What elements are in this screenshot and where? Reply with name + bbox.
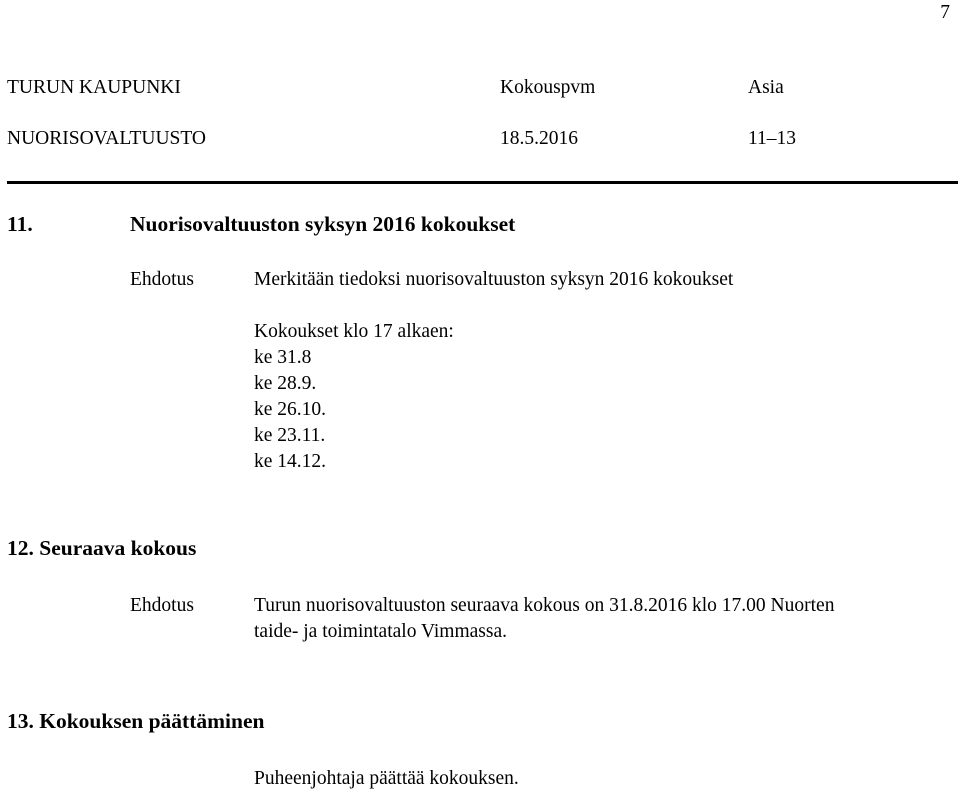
section-12-proposal-line-2: taide- ja toimintatalo Vimmassa.: [254, 621, 507, 642]
header-divider: [7, 181, 958, 184]
meeting-date-item: ke 28.9.: [254, 373, 317, 394]
header-items-label: Asia: [748, 77, 784, 98]
section-11-proposal-label: Ehdotus: [130, 269, 194, 290]
header-items-range: 11–13: [748, 128, 797, 149]
meeting-date-item: ke 26.10.: [254, 399, 327, 420]
page-number: 7: [940, 2, 950, 23]
header-body: NUORISOVALTUUSTO: [7, 128, 207, 149]
section-12-proposal-label: Ehdotus: [130, 595, 194, 616]
section-12-proposal-line-1: Turun nuorisovaltuuston seuraava kokous on 31.8.2016 klo 17.00 Nuorten: [254, 595, 835, 616]
section-11-proposal-text: Merkitään tiedoksi nuorisovaltuuston syksyn 2016 kokoukset: [254, 269, 734, 290]
header-organization: TURUN KAUPUNKI: [7, 77, 181, 98]
section-11-title: Nuorisovaltuuston syksyn 2016 kokoukset: [130, 212, 516, 236]
section-13-heading: 13. Kokouksen päättäminen: [7, 709, 265, 733]
meeting-date-item: ke 23.11.: [254, 425, 326, 446]
meeting-date-item: ke 31.8: [254, 347, 312, 368]
section-12-heading: 12. Seuraava kokous: [7, 536, 197, 560]
header-meeting-date-label: Kokouspvm: [500, 77, 596, 98]
meetings-intro: Kokoukset klo 17 alkaen:: [254, 321, 454, 342]
meeting-date-item: ke 14.12.: [254, 451, 327, 472]
header-meeting-date: 18.5.2016: [500, 128, 578, 149]
section-11-number: 11.: [7, 212, 33, 236]
section-13-text: Puheenjohtaja päättää kokouksen.: [254, 768, 519, 789]
